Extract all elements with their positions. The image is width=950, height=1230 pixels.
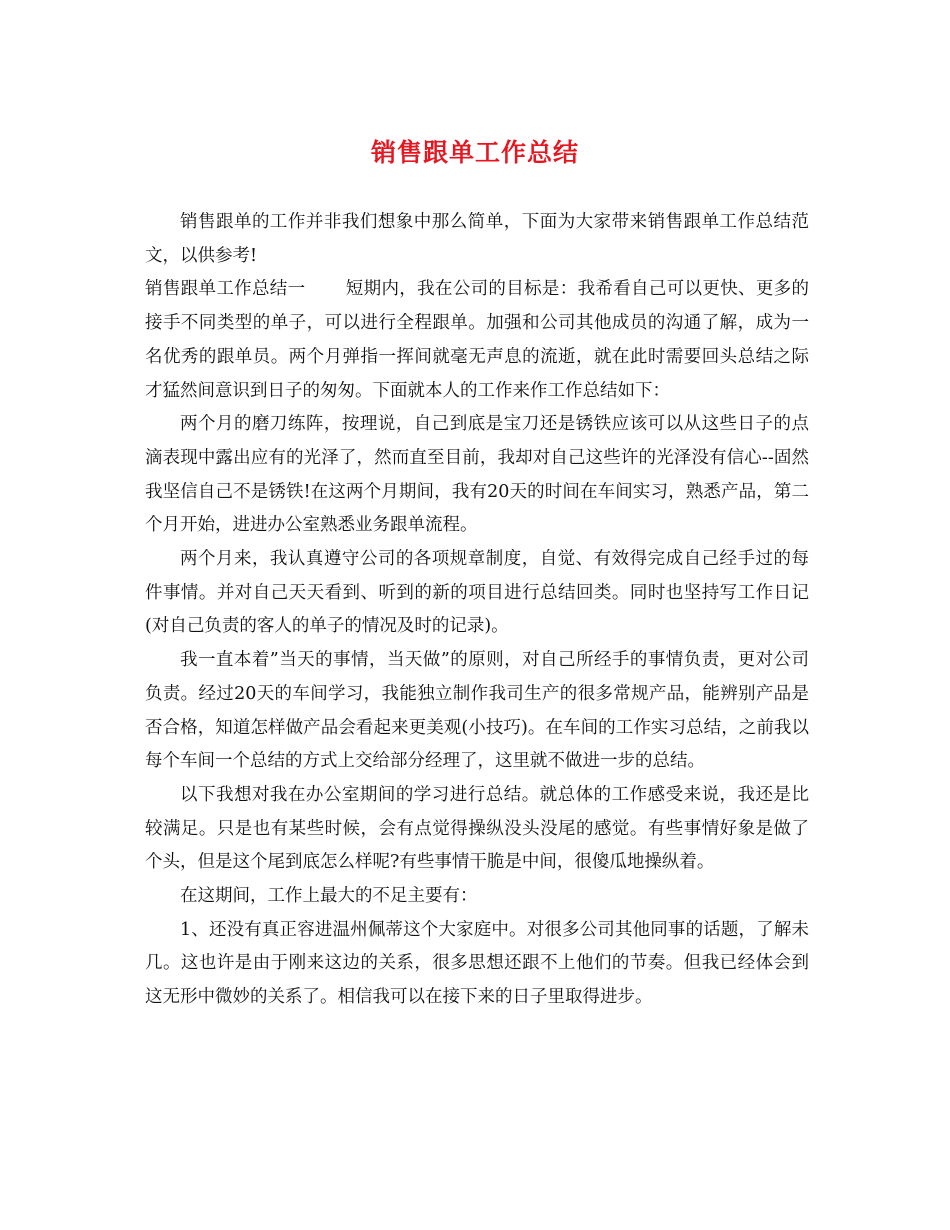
body-paragraph: 两个月来，我认真遵守公司的各项规章制度，自觉、有效得完成自己经手过的每件事情。并对自己天天看到、听到的新的项目进行总结回类。同时也坚持写工作日记(对自己负责的客人的单子的情况及时的记录)。 bbox=[145, 549, 809, 637]
section-1-heading: 销售跟单工作总结一 bbox=[145, 279, 306, 300]
body-paragraph: 以下我想对我在办公室期间的学习进行总结。就总体的工作感受来说，我还是比较满足。只是也有某些时候，会有点觉得操纵没头没尾的感觉。有些事情好象是做了个头，但是这个尾到底怎么样呢?有些事情干脆是中间，很傻瓜地操纵着。 bbox=[145, 784, 809, 873]
document-body bbox=[145, 206, 809, 1015]
body-paragraph: 两个月的磨刀练阵，按理说，自己到底是宝刀还是锈铁应该可以从这些日子的点滴表现中露出应有的光泽了，然而直至目前，我却对自己这些许的光泽没有信心--固然我坚信自己不是锈铁!在这两个月期间，我有20天的时间在车间实习，熟悉产品，第二个月开始，进进办公室熟悉业务跟单流程。 bbox=[145, 414, 809, 536]
section-1-text: 短期内，我在公司的目标是：我希看自己可以更快、更多的接手不同类型的单子，可以进行全程跟单。加强和公司其他成员的沟通了解，成为一名优秀的跟单员。两个月弹指一挥间就毫无声息的流逝，就在此时需要回头总结之际才猛然间意识到日子的匆匆。下面就本人的工作来作工作总结如下： bbox=[145, 279, 810, 401]
intro-paragraph: 销售跟单的工作并非我们想象中那么简单，下面为大家带来销售跟单工作总结范文，以供参考! bbox=[145, 212, 809, 266]
body-paragraph: 我一直本着”当天的事情，当天做”的原则，对自己所经手的事情负责，更对公司负责。经过20天的车间学习，我能独立制作我司生产的很多常规产品，能辨别产品是否合格，知道怎样做产品会看起来更美观(小技巧)。在车间的工作实习总结，之前我以每个车间一个总结的方式上交给部分经理了，这里就不做进一步的总结。 bbox=[145, 650, 809, 772]
body-paragraph: 1、还没有真正容进温州佩蒂这个大家庭中。对很多公司其他同事的话题，了解未几。这也许是由于刚来这边的关系，很多思想还跟不上他们的节奏。但我已经体会到这无形中微妙的关系了。相信我可以在接下来的日子里取得进步。 bbox=[145, 919, 809, 1008]
body-paragraph: 在这期间，工作上最大的不足主要有： bbox=[180, 886, 478, 907]
section-1-paragraph bbox=[145, 273, 809, 408]
page-title: 销售跟单工作总结 bbox=[370, 138, 579, 167]
